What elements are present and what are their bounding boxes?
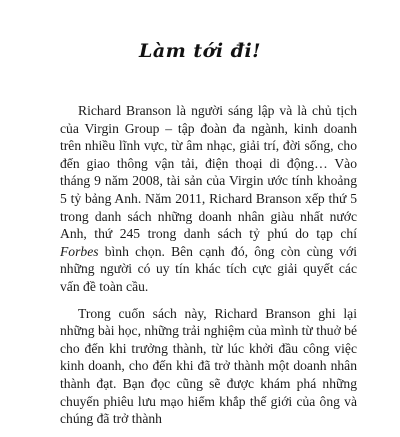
paragraph-1-text-a: Richard Branson là người sáng lập và là chủ tịch của Virgin Group – tập đoàn đa ngành, kinh doanh trên nhiều lĩnh vực, từ âm nhạc, giải trí, đời sống, cho đến giao thông vận tải, điện thoại di động… Vào tháng 9 năm 2008, tài sản của Virgin ước tính khoảng 5 tỷ bảng Anh. Năm 2011, Richard Branson xếp thứ 5 trong danh sách những doanh nhân giàu nhất nước Anh, thứ 245 trong danh sách tỷ phú do tạp chí <box>60 103 357 242</box>
paragraph-1-text-b: bình chọn. Bên cạnh đó, ông còn cùng với những người có uy tín khác tích cực giải quyết các vấn đề toàn cầu. <box>60 243 357 294</box>
body-text <box>60 102 357 437</box>
paragraph-2: Trong cuốn sách này, Richard Branson ghi lại những bài học, những trải nghiệm của mình từ thuở bé cho đến khi trưởng thành, từ lúc khởi đầu công việc kinh doanh, cho đến khi đã trở thành một doanh nhân thành đạt. Bạn đọc cũng sẽ được khám phá những chuyến phiêu lưu mạo hiểm khắp thế giới của ông và chúng đã trở thành <box>60 305 357 427</box>
paragraph-1 <box>60 102 357 296</box>
page-title: Làm tới đi! <box>138 40 261 62</box>
magazine-name: Forbes <box>60 243 99 259</box>
